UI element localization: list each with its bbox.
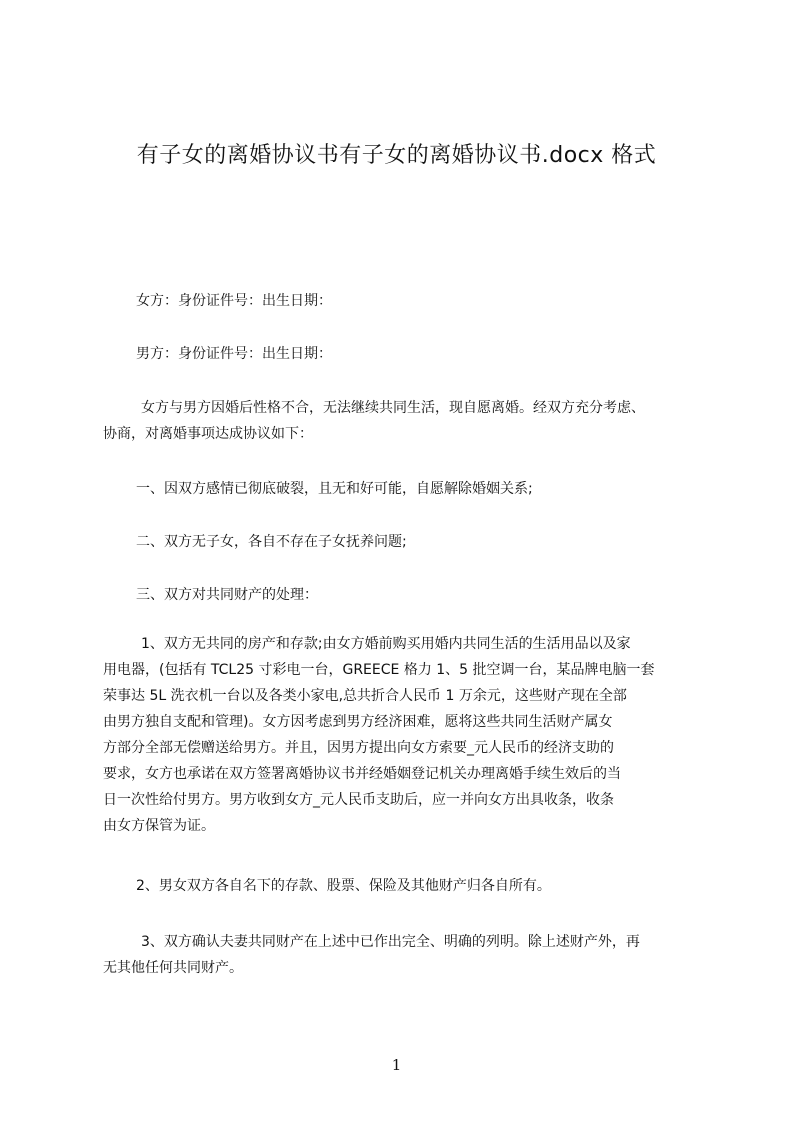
page-number: 1 <box>391 1056 402 1074</box>
item-1-line: 1、双方无共同的房产和存款;由女方婚前购买用婚内共同生活的生活用品以及家 <box>141 636 631 652</box>
item-1-paragraph <box>103 631 698 839</box>
female-party-info: 女方：身份证件号：出生日期： <box>136 293 332 309</box>
intro-line: 女方与男方因婚后性格不合，无法继续共同生活，现自愿离婚。经双方充分考虑、 <box>141 400 645 416</box>
clause-3: 三、双方对共同财产的处理： <box>136 587 318 603</box>
item-1-line: 要求，女方也承诺在双方签署离婚协议书并经婚姻登记机关办理离婚手续生效后的当 <box>103 766 621 782</box>
intro-paragraph <box>103 395 718 447</box>
item-3-line: 3、双方确认夫妻共同财产在上述中已作出完全、明确的列明。除上述财产外，再 <box>141 934 640 950</box>
item-3-paragraph <box>103 929 718 981</box>
item-1-line: 荣事达 5L 洗衣机一台以及各类小家电,总共折合人民币 1 万余元，这些财产现在全部 <box>103 688 627 704</box>
item-2: 2、男女双方各自名下的存款、股票、保险及其他财产归各自所有。 <box>136 878 551 894</box>
item-1-line: 由女方保管为证。 <box>103 818 215 834</box>
document-title: 有子女的离婚协议书有子女的离婚协议书.docx 格式 <box>136 143 657 168</box>
item-1-line: 由男方独自支配和管理)。女方因考虑到男方经济困难，愿将这些共同生活财产属女 <box>103 714 613 730</box>
item-3-line: 无其他任何共同财产。 <box>103 960 243 976</box>
item-1-line: 日一次性给付男方。男方收到女方_元人民币支助后，应一并向女方出具收条，收条 <box>103 792 614 808</box>
clause-2: 二、双方无子女，各自不存在子女抚养问题; <box>136 534 407 550</box>
item-1-line: 用电器，(包括有 TCL25 寸彩电一台，GREECE 格力 1、5 批空调一台，某品牌电脑一套 <box>103 662 655 678</box>
item-1-line: 方部分全部无偿赠送给男方。并且，因男方提出向女方索要_元人民币的经济支助的 <box>103 740 614 756</box>
clause-1: 一、因双方感情已彻底破裂，且无和好可能，自愿解除婚姻关系; <box>136 481 533 497</box>
male-party-info: 男方：身份证件号：出生日期： <box>136 346 332 362</box>
intro-line: 协商，对离婚事项达成协议如下： <box>103 426 313 442</box>
